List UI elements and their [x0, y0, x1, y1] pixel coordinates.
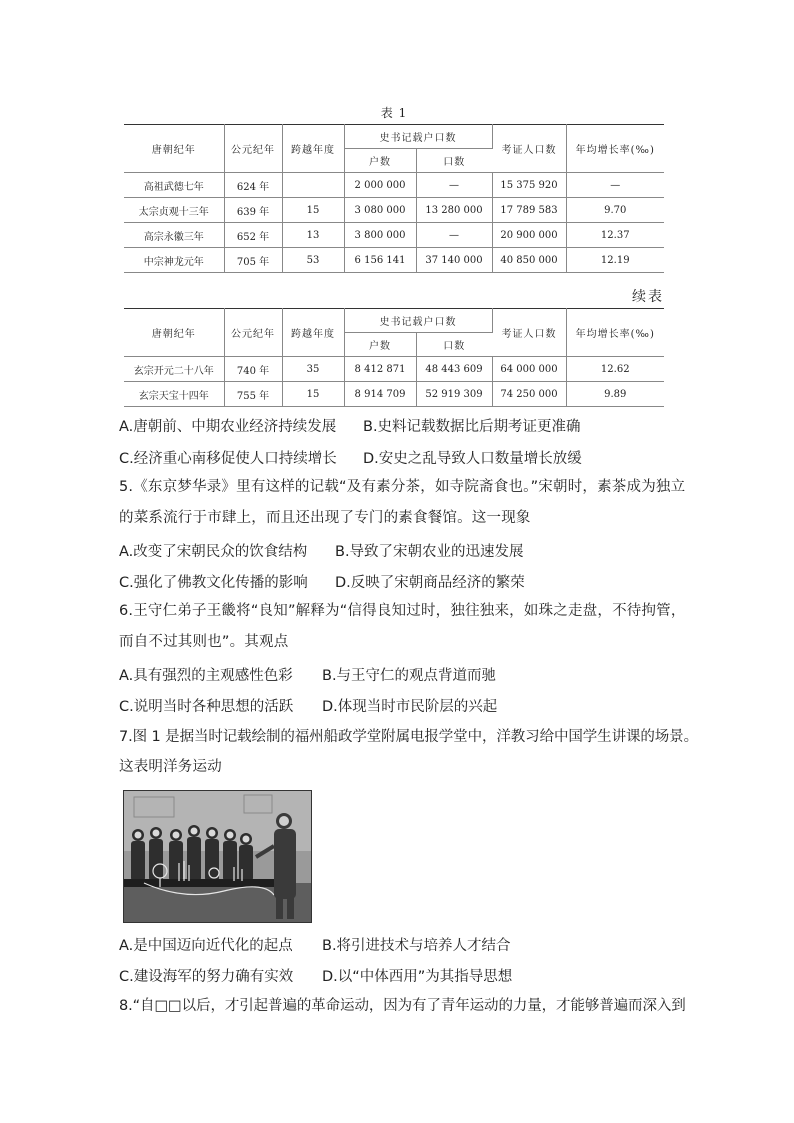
cell: 17 789 583 — [492, 198, 566, 223]
cell: 35 — [282, 357, 344, 382]
q7-option-b[interactable]: B.将引进技术与培养人才结合 — [322, 938, 511, 954]
cell: 74 250 000 — [492, 382, 566, 407]
table1-caption: 表 1 — [380, 106, 408, 120]
q7-stem-line1: 7.图 1 是据当时记载绘制的福州船政学堂附属电报学堂中，洋教习给中国学生讲课的场景。 — [119, 729, 698, 745]
cell: 15 375 920 — [492, 173, 566, 198]
cell: 12.19 — [566, 248, 664, 273]
table-row — [124, 198, 664, 223]
cell: 13 280 000 — [416, 198, 492, 223]
q6-option-c[interactable]: C.说明当时各种思想的活跃 — [119, 699, 294, 715]
table-row — [124, 248, 664, 273]
cell: 624 年 — [224, 173, 282, 198]
cell: 52 919 309 — [416, 382, 492, 407]
cell: 705 年 — [224, 248, 282, 273]
cell: — — [416, 173, 492, 198]
header-growth: 年均增长率(‰) — [566, 125, 664, 173]
header-growth: 年均增长率(‰) — [566, 309, 664, 357]
cell: 玄宗天宝十四年 — [124, 382, 224, 407]
cell: 740 年 — [224, 357, 282, 382]
cell: 6 156 141 — [344, 248, 416, 273]
cell — [282, 173, 344, 198]
q6-stem-line1: 6.王守仁弟子王畿将“良知”解释为“信得良知过时，独往独来，如珠之走盘，不待拘管， — [119, 603, 686, 619]
cell: — — [416, 223, 492, 248]
header-households: 户数 — [344, 149, 416, 173]
header-ad: 公元纪年 — [224, 125, 282, 173]
cell: 12.37 — [566, 223, 664, 248]
table-row — [124, 173, 664, 198]
cell: 高宗永徽三年 — [124, 223, 224, 248]
cell: 中宗神龙元年 — [124, 248, 224, 273]
table-row — [124, 382, 664, 407]
cell: 64 000 000 — [492, 357, 566, 382]
q4-option-d[interactable]: D.安史之乱导致人口数量增长放缓 — [363, 451, 582, 467]
cell: 2 000 000 — [344, 173, 416, 198]
q7-option-c[interactable]: C.建设海军的努力确有实效 — [119, 969, 294, 985]
table2-caption: 续表 — [632, 289, 664, 305]
header-span: 跨越年度 — [282, 125, 344, 173]
cell: 9.89 — [566, 382, 664, 407]
header-dynasty: 唐朝纪年 — [124, 125, 224, 173]
cell: 48 443 609 — [416, 357, 492, 382]
header-records: 史书记载户口数 — [344, 125, 492, 149]
cell: 太宗贞观十三年 — [124, 198, 224, 223]
header-verified: 考证人口数 — [492, 125, 566, 173]
cell: 639 年 — [224, 198, 282, 223]
cell: 53 — [282, 248, 344, 273]
cell: 3 800 000 — [344, 223, 416, 248]
cell: 8 412 871 — [344, 357, 416, 382]
header-people: 口数 — [416, 333, 492, 357]
cell: 15 — [282, 382, 344, 407]
cell: 40 850 000 — [492, 248, 566, 273]
cell: 8 914 709 — [344, 382, 416, 407]
q6-stem-line2: 而自不过其则也”。其观点 — [119, 634, 289, 650]
q5-option-a[interactable]: A.改变了宋朝民众的饮食结构 — [119, 544, 308, 560]
cell: 玄宗开元二十八年 — [124, 357, 224, 382]
table-row — [124, 223, 664, 248]
table-row — [124, 357, 664, 382]
header-households: 户数 — [344, 333, 416, 357]
q5-stem-line1: 5.《东京梦华录》里有这样的记载“及有素分茶，如寺院斋食也。”宋朝时，素茶成为独立 — [119, 479, 686, 495]
cell: 高祖武德七年 — [124, 173, 224, 198]
q6-option-d[interactable]: D.体现当时市民阶层的兴起 — [322, 699, 498, 715]
q5-option-c[interactable]: C.强化了佛教文化传播的影响 — [119, 575, 308, 591]
q5-option-b[interactable]: B.导致了宋朝农业的迅速发展 — [335, 544, 524, 560]
header-dynasty: 唐朝纪年 — [124, 309, 224, 357]
header-span: 跨越年度 — [282, 309, 344, 357]
header-people: 口数 — [416, 149, 492, 173]
cell: 755 年 — [224, 382, 282, 407]
q4-option-b[interactable]: B.史料记载数据比后期考证更准确 — [363, 419, 581, 435]
q4-option-c[interactable]: C.经济重心南移促使人口持续增长 — [119, 451, 337, 467]
q6-option-b[interactable]: B.与王守仁的观点背道而驰 — [322, 668, 497, 684]
q6-option-a[interactable]: A.具有强烈的主观感性色彩 — [119, 668, 293, 684]
header-records: 史书记载户口数 — [344, 309, 492, 333]
header-ad: 公元纪年 — [224, 309, 282, 357]
cell: 9.70 — [566, 198, 664, 223]
q5-option-d[interactable]: D.反映了宋朝商品经济的繁荣 — [335, 575, 525, 591]
q7-option-d[interactable]: D.以“中体西用”为其指导思想 — [322, 969, 513, 985]
population-table-continued — [124, 308, 664, 407]
population-table — [124, 124, 664, 273]
q7-stem-line2: 这表明洋务运动 — [119, 759, 222, 775]
cell: — — [566, 173, 664, 198]
q8-stem-line1: 8.“自□□以后，才引起普遍的革命运动，因为有了青年运动的力量，才能够普遍而深入到 — [119, 998, 686, 1014]
cell: 15 — [282, 198, 344, 223]
telegraph-class-photo — [123, 790, 312, 923]
cell: 37 140 000 — [416, 248, 492, 273]
cell: 20 900 000 — [492, 223, 566, 248]
header-verified: 考证人口数 — [492, 309, 566, 357]
cell: 12.62 — [566, 357, 664, 382]
q7-option-a[interactable]: A.是中国迈向近代化的起点 — [119, 938, 293, 954]
q4-option-a[interactable]: A.唐朝前、中期农业经济持续发展 — [119, 419, 337, 435]
cell: 13 — [282, 223, 344, 248]
cell: 652 年 — [224, 223, 282, 248]
cell: 3 080 000 — [344, 198, 416, 223]
q5-stem-line2: 的菜系流行于市肆上，而且还出现了专门的素食餐馆。这一现象 — [119, 510, 531, 526]
